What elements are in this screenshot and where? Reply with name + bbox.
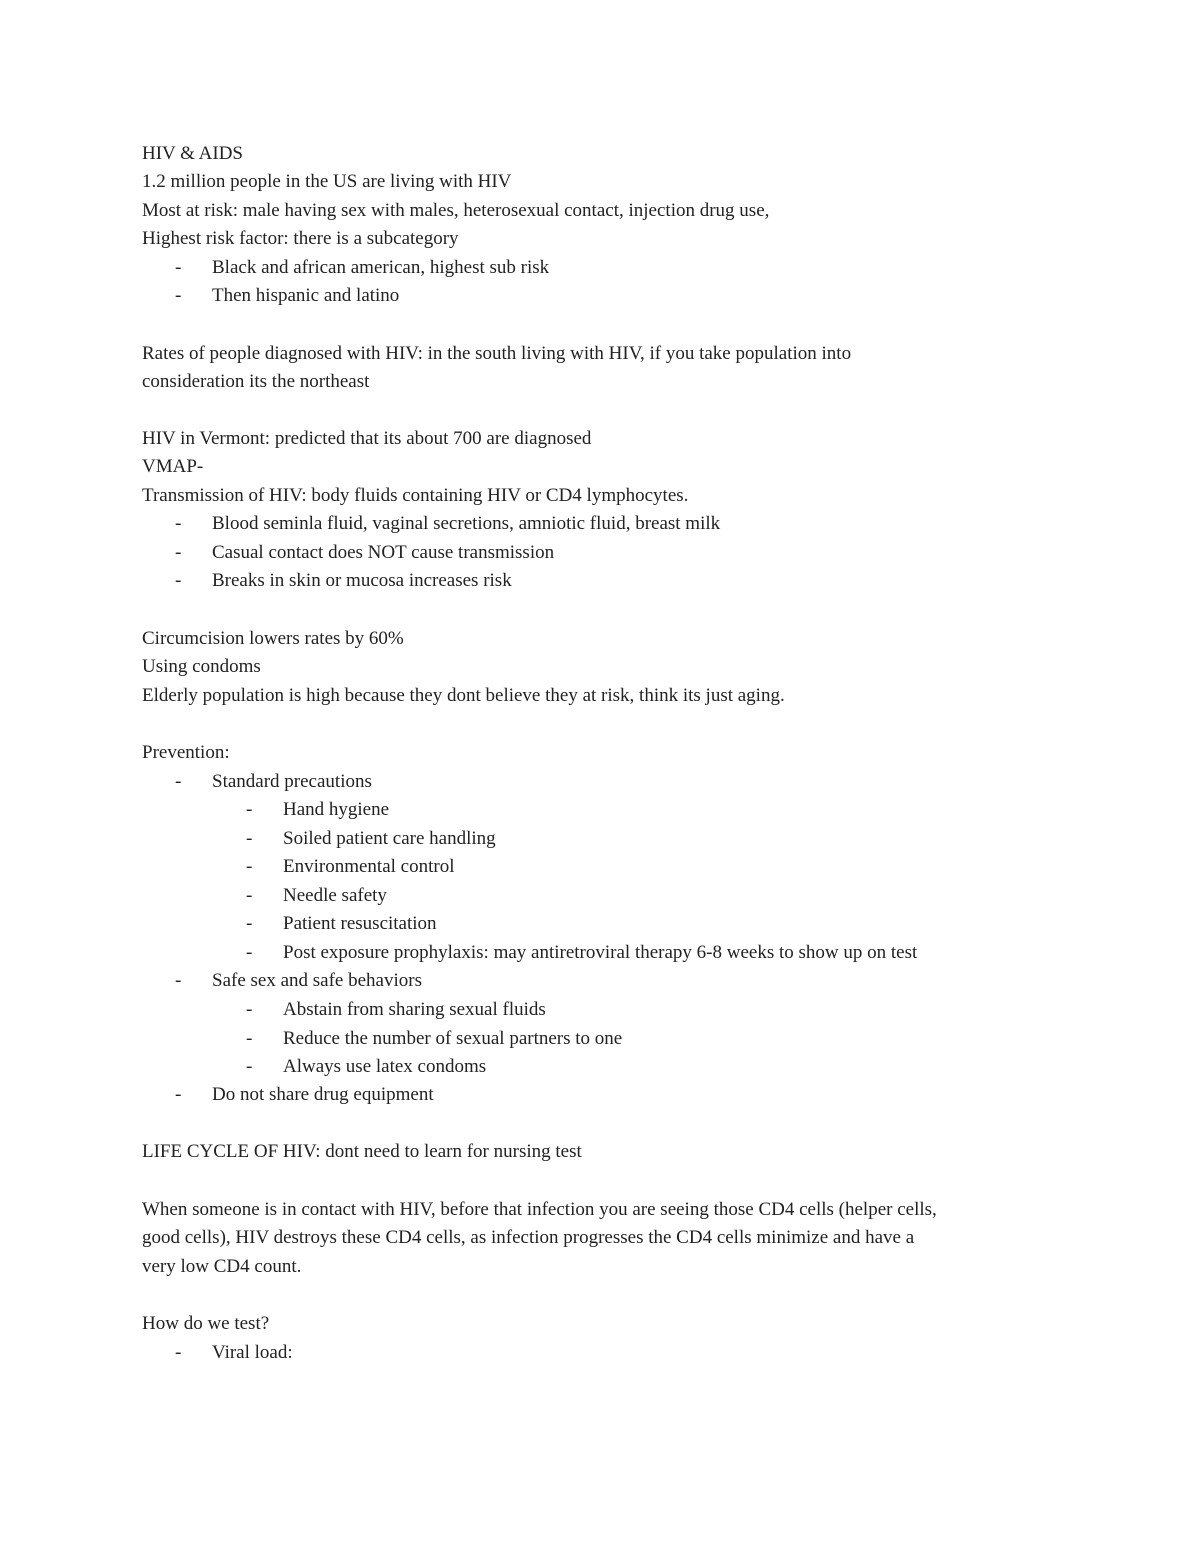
paragraph-line: Transmission of HIV: body fluids containing HIV or CD4 lymphocytes. (142, 485, 689, 506)
bullet-dash: - (246, 799, 253, 820)
paragraph-line: Prevention: (142, 742, 230, 763)
paragraph-line: HIV in Vermont: predicted that its about 700 are diagnosed (142, 428, 592, 449)
bullet-dash: - (175, 542, 182, 563)
paragraph-line: When someone is in contact with HIV, before that infection you are seeing those CD4 cells (helper cells, (142, 1199, 937, 1220)
sub-list-item (246, 998, 546, 1022)
bullet-dash: - (246, 999, 253, 1020)
sub-list-item (246, 798, 389, 822)
list-item (175, 256, 549, 280)
bullet-dash: - (175, 1084, 182, 1105)
list-item (175, 541, 554, 565)
list-item-text: Viral load: (212, 1342, 293, 1363)
bullet-dash: - (246, 828, 253, 849)
sub-list-item (246, 884, 387, 908)
paragraph-line: consideration its the northeast (142, 371, 370, 392)
list-item (175, 512, 720, 536)
bullet-dash: - (175, 570, 182, 591)
bullet-dash: - (175, 970, 182, 991)
paragraph-line: Elderly population is high because they dont believe they at risk, think its just aging. (142, 685, 785, 706)
paragraph-line: Circumcision lowers rates by 60% (142, 628, 404, 649)
list-item-text: Hand hygiene (283, 799, 390, 820)
list-item-text: Breaks in skin or mucosa increases risk (212, 570, 512, 591)
list-item (175, 284, 399, 308)
paragraph-line: VMAP- (142, 456, 204, 477)
bullet-dash: - (246, 856, 253, 877)
list-item-text: Do not share drug equipment (212, 1084, 434, 1105)
paragraph-line: LIFE CYCLE OF HIV: dont need to learn for nursing test (142, 1141, 582, 1162)
paragraph-line: good cells), HIV destroys these CD4 cells, as infection progresses the CD4 cells minimize and have a (142, 1227, 915, 1248)
list-item-text: Then hispanic and latino (212, 285, 400, 306)
list-item-text: Environmental control (283, 856, 455, 877)
paragraph-line: Rates of people diagnosed with HIV: in the south living with HIV, if you take population into (142, 343, 852, 364)
bullet-dash: - (246, 885, 253, 906)
list-item (175, 569, 512, 593)
list-item-text: Abstain from sharing sexual fluids (283, 999, 546, 1020)
bullet-dash: - (175, 257, 182, 278)
paragraph-line: very low CD4 count. (142, 1256, 302, 1277)
sub-list-item (246, 1027, 622, 1051)
sub-list-item (246, 855, 454, 879)
list-item-text: Soiled patient care handling (283, 828, 496, 849)
heading-hiv-aids: HIV & AIDS (142, 143, 243, 164)
list-item (175, 969, 422, 993)
bullet-dash: - (175, 771, 182, 792)
paragraph-line: 1.2 million people in the US are living with HIV (142, 171, 512, 192)
list-item-text: Reduce the number of sexual partners to one (283, 1028, 623, 1049)
sub-list-item (246, 827, 496, 851)
list-item (175, 770, 372, 794)
paragraph-line: How do we test? (142, 1313, 270, 1334)
bullet-dash: - (246, 1028, 253, 1049)
list-item-text: Always use latex condoms (283, 1056, 487, 1077)
sub-list-item (246, 1055, 486, 1079)
list-item-text: Needle safety (283, 885, 387, 906)
list-item (175, 1083, 434, 1107)
paragraph-line: Highest risk factor: there is a subcategory (142, 228, 459, 249)
bullet-dash: - (175, 513, 182, 534)
list-item-text: Standard precautions (212, 771, 372, 792)
bullet-dash: - (246, 942, 253, 963)
sub-list-item (246, 912, 437, 936)
bullet-dash: - (175, 1342, 182, 1363)
list-item-text: Blood seminla fluid, vaginal secretions, amniotic fluid, breast milk (212, 513, 721, 534)
list-item-text: Casual contact does NOT cause transmission (212, 542, 555, 563)
list-item-text: Safe sex and safe behaviors (212, 970, 422, 991)
bullet-dash: - (246, 1056, 253, 1077)
list-item-text: Patient resuscitation (283, 913, 437, 934)
sub-list-item (246, 941, 917, 965)
paragraph-line: Using condoms (142, 656, 261, 677)
list-item-text: Black and african american, highest sub risk (212, 257, 550, 278)
paragraph-line: Most at risk: male having sex with males, heterosexual contact, injection drug use, (142, 200, 770, 221)
list-item (175, 1341, 293, 1365)
bullet-dash: - (175, 285, 182, 306)
bullet-dash: - (246, 913, 253, 934)
list-item-text: Post exposure prophylaxis: may antiretroviral therapy 6-8 weeks to show up on test (283, 942, 918, 963)
